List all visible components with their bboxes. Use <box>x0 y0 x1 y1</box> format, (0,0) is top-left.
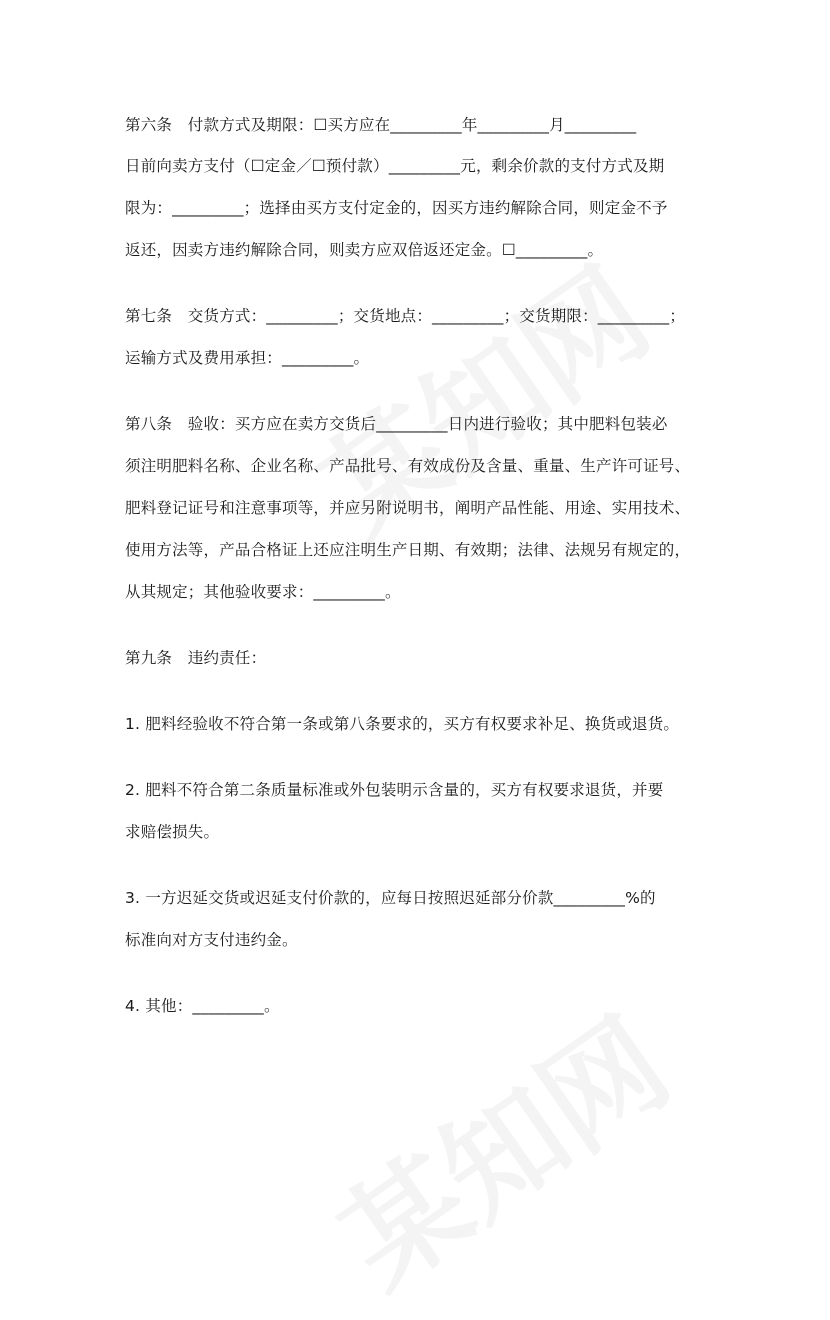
article-8-line-2: 须注明肥料名称、企业名称、产品批号、有效成份及含量、重量、生产许可证号、 <box>125 457 691 475</box>
article-6-line-1: 第六条 付款方式及期限：☐买方应在_________年_________月_________ <box>125 116 637 134</box>
article-6-line-4: 返还，因卖方违约解除合同，则卖方应双倍返还定金。☐_________。 <box>125 241 604 259</box>
article-7-line-2: 运输方式及费用承担：_________。 <box>125 349 370 367</box>
watermark <box>303 972 697 1319</box>
article-9-heading: 第九条 违约责任： <box>125 649 267 667</box>
clause-3-line-1: 3. 一方迟延交货或迟延支付价款的，应每日按照迟延部分价款_________%的 <box>125 889 656 907</box>
article-8-line-3: 肥料登记证号和注意事项等，并应另附说明书，阐明产品性能、用途、实用技术、 <box>125 499 691 517</box>
article-8-line-1: 第八条 验收：买方应在卖方交货后_________日内进行验收；其中肥料包装必 <box>125 415 668 433</box>
article-7-line-1: 第七条 交货方式：_________；交货地点：_________；交货期限：_________； <box>125 307 686 325</box>
clause-1: 1. 肥料经验收不符合第一条或第八条要求的，买方有权要求补足、换货或退货。 <box>125 715 680 733</box>
article-6-line-2: 日前向卖方支付（☐定金／☐预付款）_________元，剩余价款的支付方式及期 <box>125 157 665 175</box>
article-6-line-3: 限为：_________；选择由买方支付定金的，因买方违约解除合同，则定金不予 <box>125 199 668 217</box>
clause-3-line-2: 标准向对方支付违约金。 <box>125 931 298 949</box>
clause-4: 4. 其他：_________。 <box>125 997 280 1015</box>
article-8-line-4: 使用方法等，产品合格证上还应注明生产日期、有效期；法律、法规另有规定的， <box>125 541 691 559</box>
clause-2-line-1: 2. 肥料不符合第二条质量标准或外包装明示含量的，买方有权要求退货，并要 <box>125 781 664 799</box>
clause-2-line-2: 求赔偿损失。 <box>125 823 220 841</box>
article-8-line-5: 从其规定；其他验收要求：_________。 <box>125 583 401 601</box>
